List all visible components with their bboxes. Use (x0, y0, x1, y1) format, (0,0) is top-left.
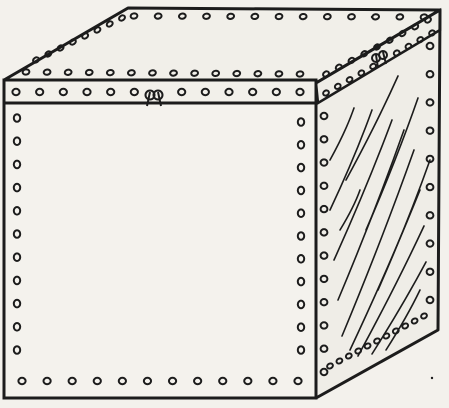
paper-speck (431, 377, 433, 379)
box-front-face (4, 103, 316, 398)
paper-speck (371, 16, 373, 18)
